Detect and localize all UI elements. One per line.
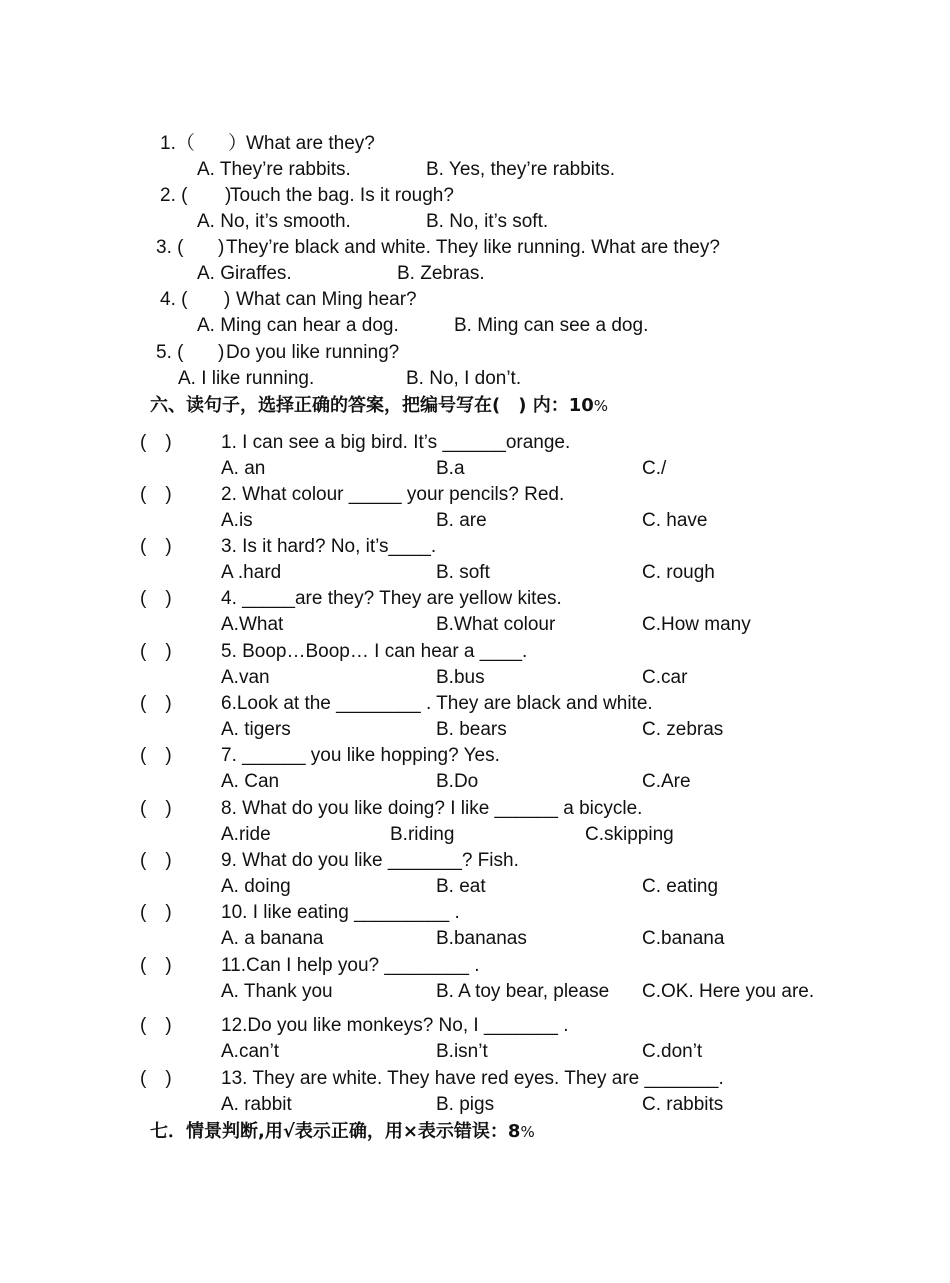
- option-a: A. Can: [221, 771, 280, 792]
- option-b: B.bananas: [436, 928, 527, 949]
- option-b: B. A toy bear, please: [436, 981, 610, 1002]
- question-text: 3. Is it hard? No, it’s____.: [221, 536, 437, 557]
- answer-bracket-close: ): [225, 185, 232, 206]
- option-a: A.can’t: [221, 1041, 280, 1062]
- option-c: C.Are: [642, 771, 691, 792]
- option-a: A.van: [221, 667, 270, 688]
- section-heading-7: [150, 1121, 535, 1143]
- option-c: C. rough: [642, 562, 715, 583]
- question-text: 2. What colour _____ your pencils? Red.: [221, 484, 565, 505]
- question-text: Touch the bag. Is it rough?: [230, 185, 454, 206]
- option-a: A. Giraffes.: [197, 263, 292, 284]
- answer-bracket: ( ): [140, 798, 172, 819]
- option-a: A. doing: [221, 876, 291, 897]
- question-text: 4. _____are they? They are yellow kites.: [221, 588, 562, 609]
- answer-bracket: ( ): [140, 536, 172, 557]
- percent-sign: %: [520, 1123, 535, 1141]
- option-c: C.skipping: [585, 824, 674, 845]
- option-b: B.isn’t: [436, 1041, 488, 1062]
- answer-bracket: ( ): [140, 745, 172, 766]
- answer-bracket: ( ): [140, 432, 172, 453]
- option-c: C.OK. Here you are.: [642, 981, 815, 1002]
- option-a: A. rabbit: [221, 1094, 292, 1115]
- option-a: A.What: [221, 614, 284, 635]
- option-b: B. Yes, they’re rabbits.: [426, 159, 616, 180]
- option-b: B.bus: [436, 667, 485, 688]
- option-a: A. an: [221, 458, 266, 479]
- answer-bracket: ( ): [140, 641, 172, 662]
- option-c: C./: [642, 458, 667, 479]
- answer-bracket-close: ）: [228, 133, 248, 154]
- option-a: A. a banana: [221, 928, 324, 949]
- option-b: B. soft: [436, 562, 490, 583]
- option-a: A .hard: [221, 562, 282, 583]
- option-c: C.banana: [642, 928, 725, 949]
- answer-bracket: ( ): [140, 693, 172, 714]
- option-b: B. Ming can see a dog.: [454, 315, 649, 336]
- option-b: B.What colour: [436, 614, 556, 635]
- question-number: 2. (: [160, 185, 188, 206]
- question-number: 3. (: [156, 237, 184, 258]
- option-a: A. tigers: [221, 719, 291, 740]
- section-heading-text: 七．情景判断,用√表示正确，用×表示错误：8: [150, 1121, 521, 1142]
- option-c: C.car: [642, 667, 688, 688]
- answer-bracket: ( ): [140, 850, 172, 871]
- section-heading-6: [150, 395, 608, 417]
- option-a: A. They’re rabbits.: [197, 159, 351, 180]
- question-text: 7. ______ you like hopping? Yes.: [221, 745, 500, 766]
- option-c: C. zebras: [642, 719, 724, 740]
- option-b: B. eat: [436, 876, 486, 897]
- option-c: C. have: [642, 510, 708, 531]
- answer-bracket: ( ): [140, 902, 172, 923]
- question-text: 9. What do you like _______? Fish.: [221, 850, 519, 871]
- question-number: 4. (: [160, 289, 188, 310]
- answer-bracket: ( ): [140, 955, 172, 976]
- question-number: 5. (: [156, 342, 184, 363]
- answer-bracket: ( ): [140, 1068, 172, 1089]
- answer-bracket-close: ): [218, 342, 225, 363]
- answer-bracket: ( ): [140, 1015, 172, 1036]
- option-c: C.How many: [642, 614, 751, 635]
- option-a: A.is: [221, 510, 253, 531]
- option-c: C. eating: [642, 876, 719, 897]
- answer-bracket: ( ): [140, 588, 172, 609]
- answer-bracket: ( ): [140, 484, 172, 505]
- option-b: B. No, I don’t.: [406, 368, 522, 389]
- option-b: B.Do: [436, 771, 479, 792]
- question-text: They’re black and white. They like running. What are they?: [226, 237, 720, 258]
- option-b: B. are: [436, 510, 487, 531]
- question-number: 1.（: [160, 133, 195, 154]
- question-text: Do you like running?: [226, 342, 400, 363]
- question-text: What are they?: [246, 133, 375, 154]
- question-text: 12.Do you like monkeys? No, I _______ .: [221, 1015, 569, 1036]
- option-a: A. No, it’s smooth.: [197, 211, 351, 232]
- answer-bracket-close: ): [218, 237, 225, 258]
- option-b: B. pigs: [436, 1094, 495, 1115]
- percent-sign: %: [593, 397, 609, 415]
- option-b: B.a: [436, 458, 465, 479]
- option-c: C. rabbits: [642, 1094, 724, 1115]
- option-a: A. I like running.: [178, 368, 315, 389]
- option-c: C.don’t: [642, 1041, 703, 1062]
- question-text: 1. I can see a big bird. It’s ______orange.: [221, 432, 571, 453]
- question-text: 8. What do you like doing? I like ______ a bicycle.: [221, 798, 643, 819]
- question-text: What can Ming hear?: [236, 289, 417, 310]
- option-a: A. Thank you: [221, 981, 333, 1002]
- option-b: B. Zebras.: [397, 263, 485, 284]
- question-text: 6.Look at the ________ . They are black and white.: [221, 693, 653, 714]
- option-b: B. bears: [436, 719, 507, 740]
- question-text: 13. They are white. They have red eyes. They are _______.: [221, 1068, 724, 1089]
- option-a: A. Ming can hear a dog.: [197, 315, 399, 336]
- section-heading-text: 六、读句子，选择正确的答案，把编号写在( ) 内：10: [150, 395, 594, 416]
- answer-bracket-close: ): [224, 289, 231, 310]
- question-text: 10. I like eating _________ .: [221, 902, 460, 923]
- option-b: B.riding: [390, 824, 455, 845]
- option-b: B. No, it’s soft.: [426, 211, 549, 232]
- option-a: A.ride: [221, 824, 271, 845]
- question-text: 5. Boop…Boop… I can hear a ____.: [221, 641, 528, 662]
- question-text: 11.Can I help you? ________ .: [221, 955, 480, 976]
